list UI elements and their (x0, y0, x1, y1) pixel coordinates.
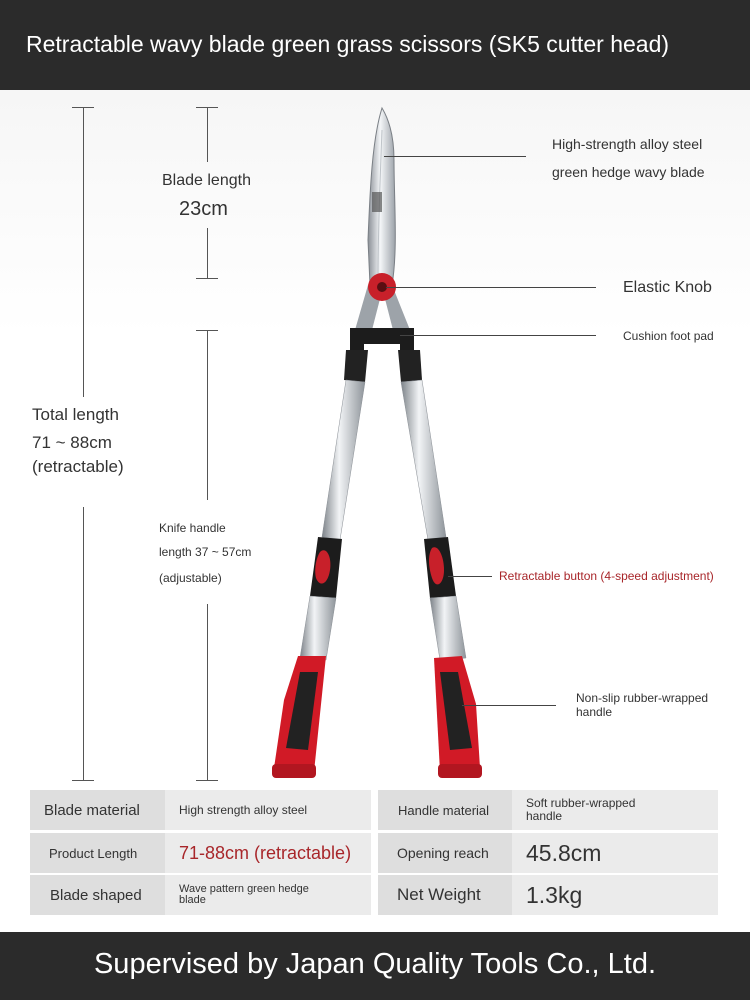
spec-key-opening-reach: Opening reach (378, 833, 512, 873)
spec-key-net-weight: Net Weight (378, 875, 512, 915)
total-length-line-upper (83, 107, 84, 397)
blade-length-line-upper (207, 107, 208, 162)
blade-leader-line (384, 156, 526, 157)
page-title: Retractable wavy blade green grass scissors (SK5 cutter head) (26, 31, 670, 57)
spec-value-product-length: 71-88cm (retractable) (165, 833, 371, 873)
grip-leader-line (462, 705, 556, 706)
footer-banner (0, 932, 750, 1000)
handle-length-note: (adjustable) (159, 571, 222, 585)
handle-length-bottom-tick (196, 780, 218, 781)
spec-key-product-length: Product Length (30, 833, 165, 873)
handle-length-line-upper (207, 330, 208, 500)
spec-table (30, 790, 720, 915)
blade-length-line-lower (207, 228, 208, 278)
knob-callout: Elastic Knob (623, 279, 712, 296)
button-leader-line (448, 576, 492, 577)
cushion-pad-icon (350, 328, 414, 352)
spec-value-blade-material: High strength alloy steel (165, 790, 371, 830)
blade-callout-line2: green hedge wavy blade (552, 164, 705, 180)
blade-callout-line1: High-strength alloy steel (552, 136, 703, 152)
total-length-bottom-tick (72, 780, 94, 781)
spec-value-handle-material: Soft rubber-wrapped handle (512, 790, 718, 830)
total-length-label: Total length (32, 405, 119, 424)
pad-callout: Cushion foot pad (623, 329, 714, 343)
blade-length-label: Blade length (162, 172, 251, 189)
pad-leader-line (400, 335, 596, 336)
handle-length-line-lower (207, 604, 208, 780)
blade-length-bottom-tick (196, 278, 218, 279)
spec-key-blade-shape: Blade shaped (30, 875, 165, 915)
footer-slogan: Supervised by Japan Quality Tools Co., Ltd. (93, 948, 657, 980)
button-callout: Retractable button (4-speed adjustment) (499, 569, 714, 583)
total-length-note: (retractable) (32, 457, 124, 476)
spec-key-handle-material: Handle material (378, 790, 512, 830)
total-length-line-lower (83, 507, 84, 780)
spec-value-opening-reach: 45.8cm (512, 833, 718, 873)
blade-length-value: 23cm (179, 198, 228, 220)
knob-leader-line (386, 287, 596, 288)
handle-length-label: Knife handle (159, 521, 226, 535)
header-banner (0, 0, 750, 90)
grip-callout-line1: Non-slip rubber-wrapped (576, 691, 709, 705)
handle-length-value: length 37 ~ 57cm (159, 545, 252, 559)
grip-callout-line2: handle (576, 705, 613, 719)
spec-key-blade-material: Blade material (30, 790, 165, 830)
spec-value-blade-shape: Wave pattern green hedge blade (165, 875, 371, 915)
hedge-shears-illustration (260, 100, 500, 790)
spec-value-net-weight: 1.3kg (512, 875, 718, 915)
total-length-value: 71 ~ 88cm (32, 433, 112, 452)
